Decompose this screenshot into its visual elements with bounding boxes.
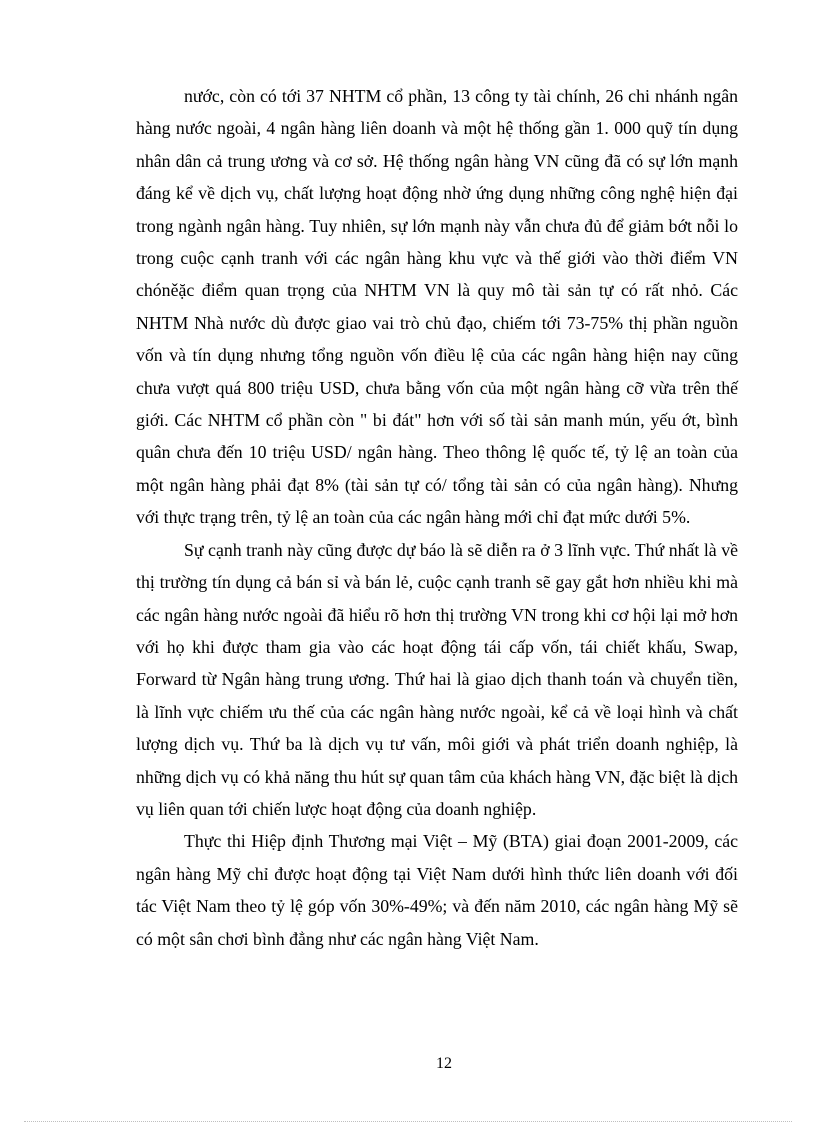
paragraph-2: Sự cạnh tranh này cũng được dự báo là sẽ diễn ra ở 3 lĩnh vực. Thứ nhất là về thị trường tín dụng cả bán sỉ và bán lẻ, cuộc cạnh tranh sẽ gay gắt hơn nhiều khi mà các ngân hàng nước ngoài đã hiểu rõ hơn thị trường VN trong khi cơ hội lại mở hơn với họ khi được tham gia vào các hoạt động tái cấp vốn, tái chiết khấu, Swap, Forward từ Ngân hàng trung ương. Thứ hai là giao dịch thanh toán và chuyển tiền, là lĩnh vực chiếm ưu thế của các ngân hàng nước ngoài, kể cả về loại hình và chất lượng dịch vụ. Thứ ba là dịch vụ tư vấn, môi giới và phát triển doanh nghiệp, là những dịch vụ có khả năng thu hút sự quan tâm của khách hàng VN, đặc biệt là dịch vụ liên quan tới chiến lược hoạt động của doanh nghiệp.: [136, 539, 738, 819]
paragraph-1: nước, còn có tới 37 NHTM cổ phần, 13 công ty tài chính, 26 chi nhánh ngân hàng nước ngoài, 4 ngân hàng liên doanh và một hệ thống gần 1. 000 quỹ tín dụng nhân dân cả trung ương và cơ sở. Hệ thống ngân hàng VN cũng đã có sự lớn mạnh đáng kể về dịch vụ, chất lượng hoạt động nhờ ứng dụng những công nghệ hiện đại trong ngành ngân hàng. Tuy nhiên, sự lớn mạnh này vẫn chưa đủ để giảm bớt nỗi lo trong cuộc cạnh tranh với các ngân hàng khu vực và thế giới vào thời điểm VN chóněặc điểm quan trọng của NHTM VN là quy mô tài sản tự có rất nhỏ. Các NHTM Nhà nước dù được giao vai trò chủ đạo, chiếm tới 73-75% thị phần nguồn vốn và tín dụng nhưng tổng nguồn vốn điều lệ của các ngân hàng hiện nay cũng chưa vượt quá 800 triệu USD, chưa bằng vốn của một ngân hàng cỡ vừa trên thế giới. Các NHTM cổ phần còn " bi đát" hơn với số tài sản manh mún, yếu ớt, bình quân chưa đến 10 triệu USD/ ngân hàng. Theo thông lệ quốc tế, tỷ lệ an toàn của một ngân hàng phải đạt 8% (tài sản tự có/ tổng tài sản có của ngân hàng). Nhưng với thực trạng trên, tỷ lệ an toàn của các ngân hàng mới chỉ đạt mức dưới 5%.: [136, 86, 738, 528]
page-number: 12: [436, 1055, 452, 1072]
document-body: [136, 80, 738, 955]
paragraph-3: Thực thi Hiệp định Thương mại Việt – Mỹ (BTA) giai đoạn 2001-2009, các ngân hàng Mỹ chỉ được hoạt động tại Việt Nam dưới hình thức liên doanh với đối tác Việt Nam theo tỷ lệ góp vốn 30%-49%; và đến năm 2010, các ngân hàng Mỹ sẽ có một sân chơi bình đẳng như các ngân hàng Việt Nam.: [136, 831, 738, 949]
footer-dotted-rule: [24, 1121, 792, 1122]
